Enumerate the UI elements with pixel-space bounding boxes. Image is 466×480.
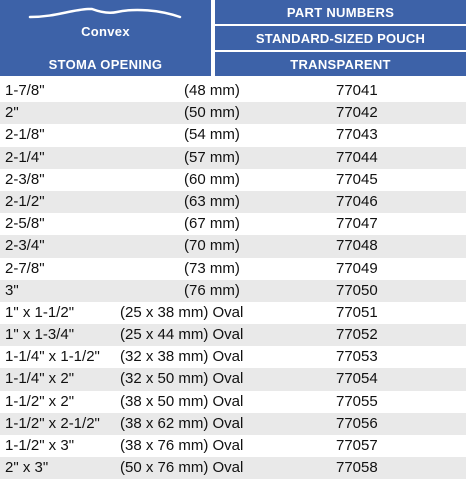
part-number-cell: 77044 [336,148,378,166]
stoma-size-cell: 2-5/8" [5,215,45,233]
part-numbers-header: PART NUMBERS [215,0,466,24]
metric-size-cell: (38 x 62 mm) Oval [120,414,244,432]
stoma-size-cell: 2" [5,104,19,122]
stoma-size-cell: 2" x 3" [5,459,49,477]
metric-size-cell: (76 mm) [184,281,240,299]
part-number-cell: 77048 [336,237,378,255]
metric-size-cell: (73 mm) [184,259,240,277]
stoma-size-cell: 1-1/4" x 1-1/2" [5,348,100,366]
table-row [0,280,466,302]
table-row [0,124,466,146]
table-row [0,435,466,457]
table-row [0,302,466,324]
metric-size-cell: (38 x 50 mm) Oval [120,392,244,410]
table-row [0,457,466,479]
part-number-cell: 77050 [336,281,378,299]
convex-header-cell [0,0,211,52]
stoma-size-cell: 1-1/2" x 3" [5,437,75,454]
stoma-opening-header: STOMA OPENING [0,52,211,76]
part-number-cell: 77047 [336,215,378,233]
metric-size-cell: (25 x 38 mm) Oval [120,303,244,321]
part-number-cell: 77046 [336,192,378,210]
part-number-cell: 77049 [336,259,378,277]
metric-size-cell: (32 x 38 mm) Oval [120,348,244,366]
transparent-header: TRANSPARENT [215,52,466,76]
convex-curve-icon [0,0,211,24]
metric-size-cell: (25 x 44 mm) Oval [120,326,244,344]
metric-size-cell: (57 mm) [184,148,240,166]
metric-size-cell: (32 x 50 mm) Oval [120,370,244,388]
metric-size-cell: (38 x 76 mm) Oval [120,437,244,454]
metric-size-cell: (50 mm) [184,104,240,122]
metric-size-cell: (70 mm) [184,237,240,255]
stoma-size-cell: 1-7/8" [5,82,45,99]
part-number-cell: 77045 [336,170,378,188]
stoma-size-cell: 2-3/8" [5,170,45,188]
stoma-size-cell: 2-1/8" [5,126,45,144]
part-number-cell: 77054 [336,370,378,388]
part-number-cell: 77053 [336,348,378,366]
metric-size-cell: (50 x 76 mm) Oval [120,459,244,477]
table-row [0,191,466,213]
stoma-size-cell: 2-1/2" [5,192,45,210]
table-row [0,391,466,413]
metric-size-cell: (54 mm) [184,126,240,144]
table-row [0,258,466,280]
part-number-cell: 77041 [336,82,378,99]
stoma-size-cell: 2-1/4" [5,148,45,166]
metric-size-cell: (63 mm) [184,192,240,210]
table-row [0,324,466,346]
table-row [0,213,466,235]
metric-size-cell: (60 mm) [184,170,240,188]
table-row [0,147,466,169]
part-number-cell: 77042 [336,104,378,122]
standard-pouch-header: STANDARD-SIZED POUCH [215,26,466,50]
part-number-cell: 77056 [336,414,378,432]
stoma-size-cell: 1-1/2" x 2" [5,392,75,410]
stoma-size-cell: 2-3/4" [5,237,45,255]
part-number-cell: 77057 [336,437,378,454]
part-number-cell: 77052 [336,326,378,344]
table-row [0,235,466,257]
convex-label: Convex [81,24,130,39]
stoma-size-cell: 2-7/8" [5,259,45,277]
table-row [0,346,466,368]
stoma-size-cell: 1-1/4" x 2" [5,370,75,388]
part-number-cell: 77058 [336,459,378,477]
part-number-cell: 77055 [336,392,378,410]
stoma-size-cell: 1" x 1-1/2" [5,303,75,321]
metric-size-cell: (67 mm) [184,215,240,233]
table-row [0,413,466,435]
stoma-size-cell: 1" x 1-3/4" [5,326,75,344]
stoma-size-cell: 3" [5,281,19,299]
metric-size-cell: (48 mm) [184,82,240,99]
table-body [0,80,466,479]
table-row [0,80,466,102]
table-row [0,169,466,191]
table-row [0,102,466,124]
table-row [0,368,466,390]
stoma-size-cell: 1-1/2" x 2-1/2" [5,414,100,432]
part-number-cell: 77043 [336,126,378,144]
part-number-cell: 77051 [336,303,378,321]
